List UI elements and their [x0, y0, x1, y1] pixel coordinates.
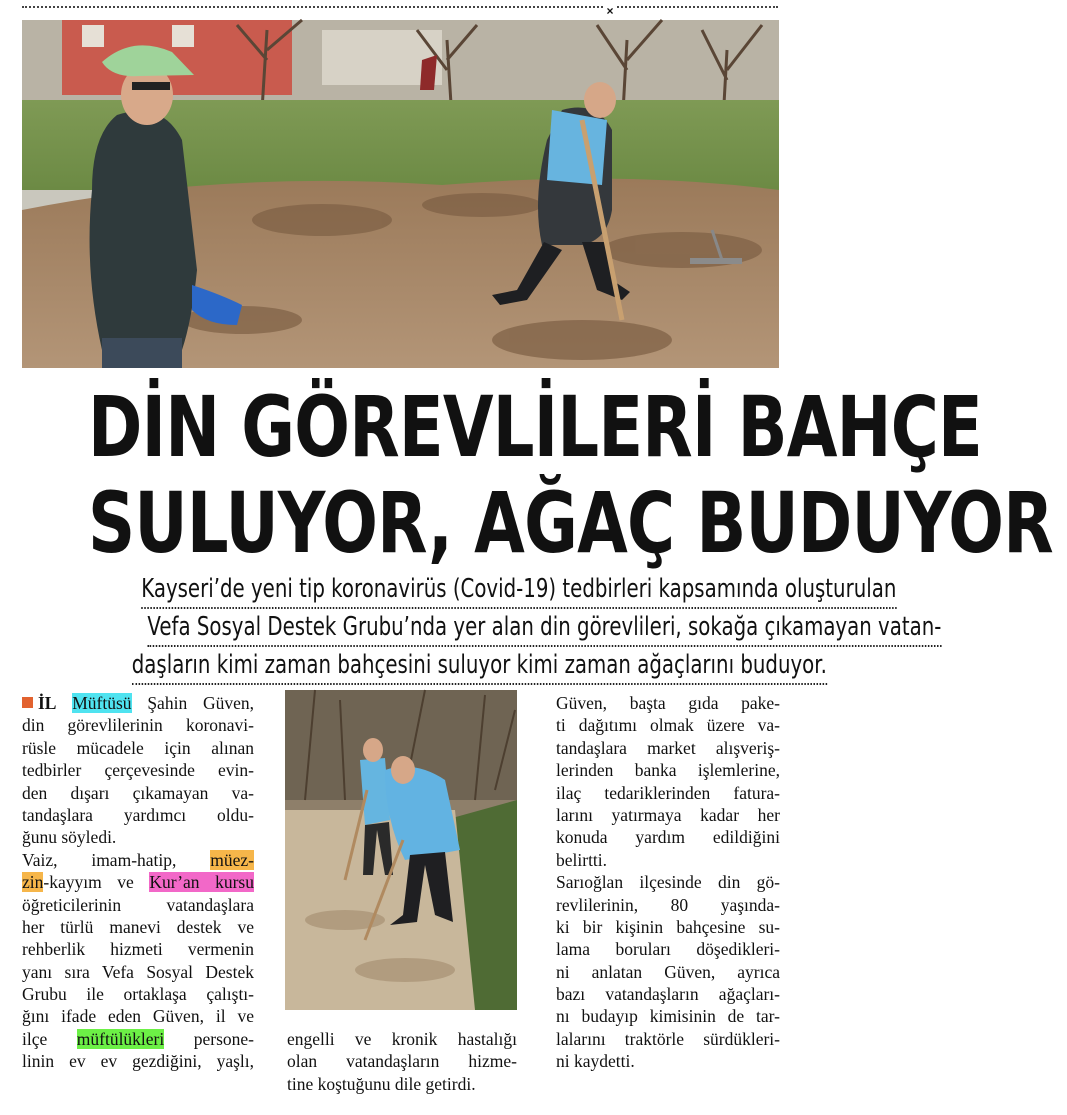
text-line: tedbirler çerçevesinde evin- — [22, 760, 254, 781]
text-line: ğunu söyledi. — [22, 827, 117, 848]
text-line: linin ev ev gezdiğini, yaşlı, — [22, 1051, 254, 1072]
text-line: yanı sıra Vefa Sosyal Destek — [22, 961, 254, 982]
marker-square-icon — [22, 697, 33, 708]
crop-mark-icon: × — [604, 4, 616, 18]
lead-text-2: Vefa Sosyal Destek Grubu’nda yer alan din görevlileri, sokağa çıkamayan vatan- — [147, 610, 941, 647]
main-photo — [22, 20, 779, 368]
text-line: tandaşlara market alışveriş- — [556, 737, 780, 758]
text-line: ilçe müftülükleri persone- — [22, 1028, 254, 1049]
top-dotted-rule — [22, 4, 778, 18]
lead-text-1: Kayseri’de yeni tip koronavirüs (Covid-19) tedbirleri kapsamında oluşturulan — [141, 572, 896, 609]
text-line: ki bir kişinin bahçesine su- — [556, 916, 780, 937]
text-line: din görevlilerinin koronavi- — [22, 715, 254, 736]
highlight-muftusu: Müftüsü — [72, 693, 132, 713]
headline-line-1: DİN GÖREVLİLERİ BAHÇE — [88, 378, 983, 476]
text-line: öğreticilerinin vatandaşlara — [22, 894, 254, 915]
text-line: Güven, başta gıda pake- — [556, 693, 780, 713]
text-line: lalarını traktörle sürdükleri- — [556, 1028, 780, 1049]
body-column-3 — [556, 692, 780, 1073]
text-line: Grubu ile ortaklaşa çalıştı- — [22, 984, 254, 1005]
text-line: lama boruları döşedikleri- — [556, 939, 780, 960]
text-line: her türlü manevi destek ve — [22, 916, 254, 937]
text-line: ni kaydetti. — [556, 1051, 635, 1072]
text-line: ni anlatan Güven, ayrıca — [556, 961, 780, 982]
highlight-kuran-kursu: Kur’an kursu — [149, 872, 254, 893]
highlight-muftulukleri: müftülükleri — [76, 1028, 165, 1049]
text-line: bazı vatandaşların ağaçları- — [556, 984, 780, 1005]
lead-line-3 — [22, 648, 827, 685]
lead-text-3: daşların kimi zaman bahçesini suluyor kimi zaman ağaçlarını buduyor. — [132, 648, 827, 685]
text-line: revlilerinin, 80 yaşında- — [556, 894, 780, 915]
text-line: larını yatırmaya kadar her — [556, 804, 780, 825]
body-column-1 — [22, 692, 254, 1073]
text-line: tandaşlara yardımcı oldu- — [22, 804, 254, 825]
text-line: ilaç tedariklerinden fatura- — [556, 782, 780, 803]
text-line: tine koştuğunu dile getirdi. — [287, 1073, 476, 1094]
garden-digging-photo — [22, 20, 779, 368]
highlight-muezzin: müez- — [210, 849, 254, 870]
text-line: nı budayıp kimisinin de tar- — [556, 1006, 780, 1027]
inset-photo — [285, 690, 517, 1010]
text-line: Vaiz, imam-hatip, müez- — [22, 849, 254, 870]
text-line: den dışarı çıkamayan va- — [22, 782, 254, 803]
text-line: engelli ve kronik hastalığı — [287, 1029, 517, 1049]
text-line: ğını ifade eden Güven, il ve — [22, 1006, 254, 1027]
text-line: rehberlik hizmeti vermenin — [22, 939, 254, 960]
text-line: ti dağıtımı olmak üzere va- — [556, 715, 780, 736]
text-line: Sarıoğlan ilçesinde din gö- — [556, 872, 780, 893]
lead-line-1 — [22, 572, 897, 609]
text-line: İL Müftüsü Şahin Güven, — [22, 692, 254, 714]
highlight-muezzin-cont: zin — [22, 872, 44, 893]
text-line: lerinden banka işlemlerine, — [556, 760, 780, 781]
headline-line-2: SULUYOR, AĞAÇ BUDUYOR — [88, 474, 1053, 572]
text-line: rüsle mücadele için alınan — [22, 737, 254, 758]
text-line: belirtti. — [556, 849, 608, 870]
lead-line-2 — [22, 610, 942, 647]
text-line: konuda yardım edildiğini — [556, 827, 780, 848]
text-line: zin-kayyım ve Kur’an kursu — [22, 872, 254, 893]
body-column-2 — [287, 1028, 517, 1095]
text-line: olan vatandaşların hizme- — [287, 1051, 517, 1072]
two-officials-digging-photo — [285, 690, 517, 1010]
